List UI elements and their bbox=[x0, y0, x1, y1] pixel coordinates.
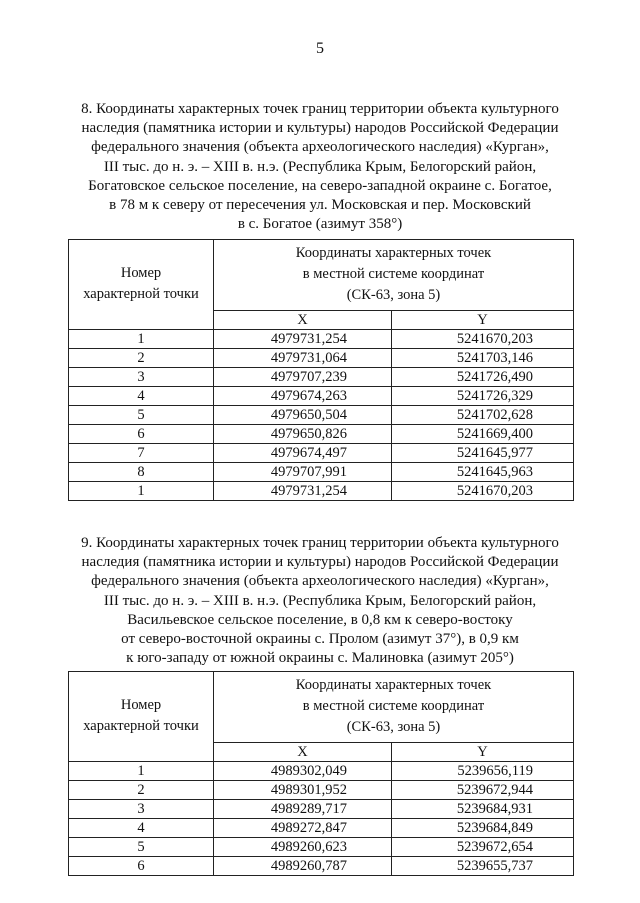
heading-line: федерального значения (объекта археологического наследия) «Курган», bbox=[91, 573, 549, 590]
coordinates-table-body bbox=[69, 330, 574, 501]
header-line: Координаты характерных точек bbox=[295, 677, 492, 693]
point-number-cell: 4 bbox=[69, 387, 214, 406]
x-column-header: X bbox=[214, 743, 392, 762]
point-number-cell: 3 bbox=[69, 800, 214, 819]
coordinates-table-body bbox=[69, 762, 574, 876]
table-row bbox=[69, 857, 574, 876]
heading-line: Васильевское сельское поселение, в 0,8 км к северо-востоку bbox=[127, 611, 513, 628]
heading-line: III тыс. до н. э. – XIII в. н.э. (Республика Крым, Белогорский район, bbox=[103, 158, 537, 175]
y-coordinate-cell: 5241670,203 bbox=[392, 482, 574, 501]
heading-line: 9. Координаты характерных точек границ территории объекта культурного bbox=[81, 535, 559, 551]
heading-line: III тыс. до н. э. – XIII в. н.э. (Республика Крым, Белогорский район, bbox=[103, 592, 537, 609]
coordinates-table-9 bbox=[68, 671, 574, 876]
x-coordinate-cell: 4979731,254 bbox=[214, 330, 392, 349]
point-number-cell: 1 bbox=[69, 330, 214, 349]
heading-line: Богатовское сельское поселение, на северо-западной окраине с. Богатое, bbox=[88, 177, 552, 194]
table-row bbox=[69, 406, 574, 425]
y-coordinate-cell: 5239684,849 bbox=[392, 819, 574, 838]
point-number-cell: 8 bbox=[69, 463, 214, 482]
point-number-cell: 4 bbox=[69, 819, 214, 838]
page-number: 5 bbox=[316, 40, 324, 57]
y-coordinate-cell: 5241703,146 bbox=[392, 349, 574, 368]
table-row bbox=[69, 387, 574, 406]
y-coordinate-cell: 5239656,119 bbox=[392, 762, 574, 781]
header-line: характерной точки bbox=[83, 718, 199, 734]
x-coordinate-cell: 4979707,239 bbox=[214, 368, 392, 387]
header-line: в местной системе координат bbox=[302, 698, 485, 714]
y-coordinate-cell: 5239672,654 bbox=[392, 838, 574, 857]
x-coordinate-cell: 4989289,717 bbox=[214, 800, 392, 819]
y-coordinate-cell: 5241726,329 bbox=[392, 387, 574, 406]
y-column-header: Y bbox=[392, 743, 574, 762]
table-row bbox=[69, 762, 574, 781]
x-coordinate-cell: 4989260,623 bbox=[214, 838, 392, 857]
point-number-header bbox=[69, 240, 214, 330]
heading-line: наследия (памятника истории и культуры) народов Российской Федерации bbox=[81, 554, 559, 571]
point-number-cell: 5 bbox=[69, 406, 214, 425]
point-number-cell: 7 bbox=[69, 444, 214, 463]
header-line: в местной системе координат bbox=[302, 266, 485, 282]
x-coordinate-cell: 4979707,991 bbox=[214, 463, 392, 482]
x-coordinate-cell: 4979731,254 bbox=[214, 482, 392, 501]
y-coordinate-cell: 5241669,400 bbox=[392, 425, 574, 444]
heading-line: к юго-западу от южной окраины с. Малиновка (азимут 205°) bbox=[126, 650, 514, 667]
y-coordinate-cell: 5241645,977 bbox=[392, 444, 574, 463]
x-coordinate-cell: 4989302,049 bbox=[214, 762, 392, 781]
point-number-header bbox=[69, 672, 214, 762]
table-row bbox=[69, 330, 574, 349]
x-coordinate-cell: 4979674,263 bbox=[214, 387, 392, 406]
y-coordinate-cell: 5241645,963 bbox=[392, 463, 574, 482]
heading-line: в 78 м к северу от пересечения ул. Московская и пер. Московский bbox=[109, 197, 531, 214]
table-row bbox=[69, 444, 574, 463]
point-number-cell: 1 bbox=[69, 482, 214, 501]
heading-line: наследия (памятника истории и культуры) народов Российской Федерации bbox=[81, 120, 559, 137]
table-row bbox=[69, 800, 574, 819]
table-row bbox=[69, 349, 574, 368]
header-line: Координаты характерных точек bbox=[295, 245, 492, 261]
point-number-cell: 3 bbox=[69, 368, 214, 387]
table-row bbox=[69, 819, 574, 838]
point-number-cell: 2 bbox=[69, 781, 214, 800]
point-number-cell: 1 bbox=[69, 762, 214, 781]
header-line: Номер bbox=[120, 265, 162, 281]
coordinates-table-8 bbox=[68, 239, 574, 501]
x-coordinate-cell: 4979650,504 bbox=[214, 406, 392, 425]
y-column-header: Y bbox=[392, 311, 574, 330]
x-coordinate-cell: 4979650,826 bbox=[214, 425, 392, 444]
y-coordinate-cell: 5239684,931 bbox=[392, 800, 574, 819]
header-line: (СК-63, зона 5) bbox=[346, 287, 441, 303]
heading-line: от северо-восточной окраины с. Пролом (азимут 37°), в 0,9 км bbox=[121, 631, 519, 648]
heading-line: 8. Координаты характерных точек границ территории объекта культурного bbox=[81, 101, 559, 117]
table-row bbox=[69, 781, 574, 800]
x-coordinate-cell: 4989301,952 bbox=[214, 781, 392, 800]
heading-line: федерального значения (объекта археологического наследия) «Курган», bbox=[91, 139, 549, 156]
x-coordinate-cell: 4989272,847 bbox=[214, 819, 392, 838]
table-row bbox=[69, 838, 574, 857]
y-coordinate-cell: 5241702,628 bbox=[392, 406, 574, 425]
x-coordinate-cell: 4979674,497 bbox=[214, 444, 392, 463]
y-coordinate-cell: 5239655,737 bbox=[392, 857, 574, 876]
x-coordinate-cell: 4979731,064 bbox=[214, 349, 392, 368]
heading-line: в с. Богатое (азимут 358°) bbox=[237, 216, 403, 233]
coordinates-group-header bbox=[214, 672, 574, 743]
y-coordinate-cell: 5241726,490 bbox=[392, 368, 574, 387]
table-row bbox=[69, 463, 574, 482]
section-8-heading bbox=[60, 100, 580, 234]
header-line: Номер bbox=[120, 697, 162, 713]
section-9-heading bbox=[60, 534, 580, 668]
y-coordinate-cell: 5241670,203 bbox=[392, 330, 574, 349]
table-row bbox=[69, 368, 574, 387]
table-row bbox=[69, 425, 574, 444]
coordinates-group-header bbox=[214, 240, 574, 311]
point-number-cell: 6 bbox=[69, 857, 214, 876]
point-number-cell: 5 bbox=[69, 838, 214, 857]
header-line: характерной точки bbox=[83, 286, 199, 302]
y-coordinate-cell: 5239672,944 bbox=[392, 781, 574, 800]
x-coordinate-cell: 4989260,787 bbox=[214, 857, 392, 876]
point-number-cell: 6 bbox=[69, 425, 214, 444]
point-number-cell: 2 bbox=[69, 349, 214, 368]
header-line: (СК-63, зона 5) bbox=[346, 719, 441, 735]
x-column-header: X bbox=[214, 311, 392, 330]
table-row bbox=[69, 482, 574, 501]
